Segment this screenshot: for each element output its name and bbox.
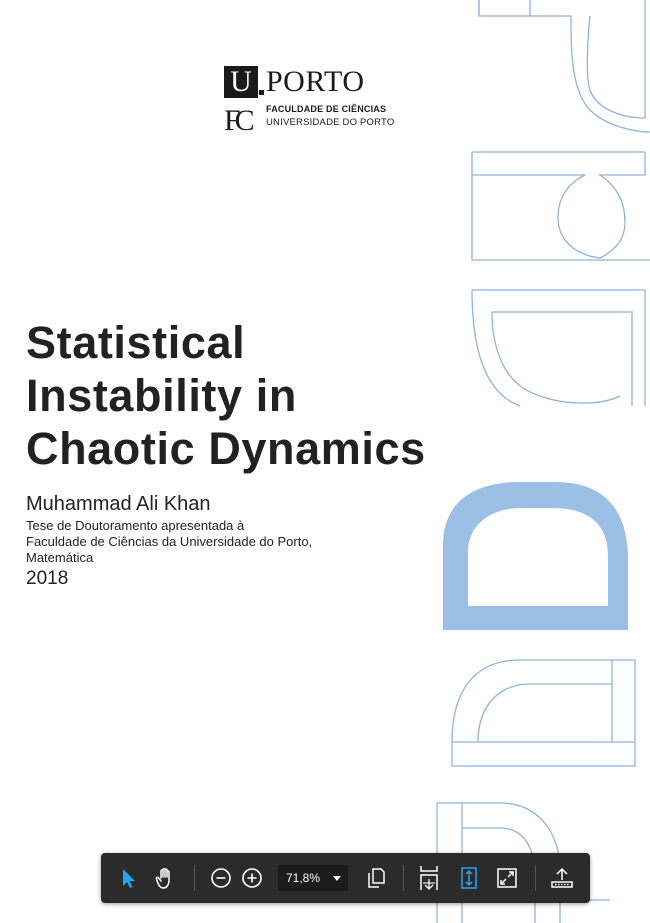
faculty-name: FACULDADE DE CIÊNCIAS	[266, 104, 387, 114]
hand-pan-icon	[155, 866, 177, 890]
thesis-line: Matemática	[26, 550, 94, 565]
letter-h-outline	[472, 152, 650, 260]
zoom-out-button[interactable]	[206, 863, 236, 893]
university-name: UNIVERSIDADE DO PORTO	[266, 117, 395, 128]
page-view-icon	[366, 867, 386, 889]
select-tool-button[interactable]	[113, 863, 143, 893]
share-button[interactable]	[547, 863, 577, 893]
thesis-line: Tese de Doutoramento apresentada à	[26, 518, 245, 533]
zoom-in-icon	[241, 867, 263, 889]
thesis-line: Faculdade de Ciências da Universidade do Porto,	[26, 534, 313, 549]
page-view-button[interactable]	[361, 863, 391, 893]
viewer-toolbar	[101, 853, 590, 903]
letter-p-outline	[479, 0, 650, 132]
zoom-level-value: 71,8%	[286, 871, 321, 885]
thesis-description	[26, 518, 386, 566]
letter-d-solid	[443, 482, 628, 630]
fullscreen-icon	[496, 867, 518, 889]
thesis-year: 2018	[26, 568, 69, 589]
logo-porto-text: PORTO	[266, 65, 365, 98]
thesis-title	[26, 316, 466, 475]
author-name: Muhammad Ali Khan	[26, 493, 211, 515]
fit-width-button[interactable]	[414, 863, 444, 893]
fit-page-button[interactable]	[454, 863, 484, 893]
logo-u-mark: U	[224, 66, 258, 98]
title-line: Statistical	[26, 317, 246, 368]
letter-d-outline	[472, 290, 645, 406]
university-logo	[224, 66, 404, 146]
fullscreen-button[interactable]	[492, 863, 522, 893]
hand-tool-button[interactable]	[151, 863, 181, 893]
title-line: Chaotic Dynamics	[26, 423, 426, 474]
zoom-in-button[interactable]	[237, 863, 267, 893]
fit-width-icon	[418, 865, 440, 891]
logo-fc-mark: FC	[224, 104, 249, 137]
zoom-level-dropdown[interactable]	[278, 865, 348, 891]
fit-page-icon	[459, 866, 479, 890]
letter-h-lower-outline	[452, 660, 635, 766]
share-upload-icon	[550, 867, 574, 889]
select-pointer-icon	[118, 867, 138, 889]
logo-dot	[259, 90, 264, 95]
zoom-dropdown-caret-icon	[332, 865, 342, 891]
title-line: Instability in	[26, 370, 297, 421]
zoom-out-icon	[210, 867, 232, 889]
